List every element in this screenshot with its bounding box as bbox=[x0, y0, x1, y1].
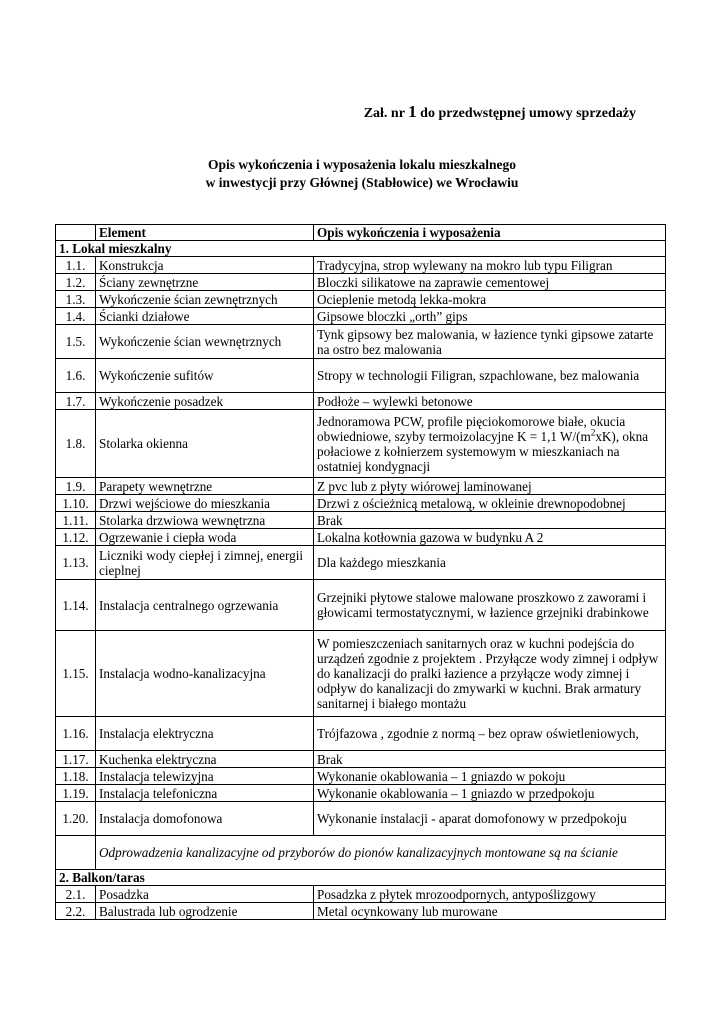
row-element: Instalacja centralnego ogrzewania bbox=[96, 580, 314, 631]
row-element: Instalacja domofonowa bbox=[96, 802, 314, 836]
attachment-label: Zał. nr bbox=[363, 106, 405, 121]
section-title: 1. Lokal mieszkalny bbox=[56, 241, 666, 257]
row-number: 1.15. bbox=[56, 631, 96, 717]
row-description: Tradycyjna, strop wylewany na mokro lub typu Filigran bbox=[314, 257, 666, 274]
table-row bbox=[56, 359, 666, 393]
row-description: Stropy w technologii Filigran, szpachlowane, bez malowania bbox=[314, 359, 666, 393]
table-row bbox=[56, 393, 666, 410]
table-row bbox=[56, 580, 666, 631]
row-description: Wykonanie okablowania – 1 gniazdo w przedpokoju bbox=[314, 785, 666, 802]
table-row bbox=[56, 802, 666, 836]
row-element: Wykończenie posadzek bbox=[96, 393, 314, 410]
row-number: 1.9. bbox=[56, 478, 96, 495]
row-element: Instalacja telewizyjna bbox=[96, 768, 314, 785]
row-description: Bloczki silikatowe na zaprawie cementowej bbox=[314, 274, 666, 291]
note-empty-cell bbox=[56, 836, 96, 870]
row-element: Ogrzewanie i ciepła woda bbox=[96, 529, 314, 546]
row-description: Metal ocynkowany lub murowane bbox=[314, 903, 666, 920]
row-number: 1.5. bbox=[56, 325, 96, 359]
row-number: 1.19. bbox=[56, 785, 96, 802]
row-number: 1.18. bbox=[56, 768, 96, 785]
row-element: Wykończenie sufitów bbox=[96, 359, 314, 393]
table-row bbox=[56, 546, 666, 580]
table-row bbox=[56, 274, 666, 291]
document-title-line-1: Opis wykończenia i wyposażenia lokalu mieszkalnego bbox=[208, 157, 516, 172]
row-element: Ścianki działowe bbox=[96, 308, 314, 325]
table-row bbox=[56, 478, 666, 495]
row-description: Gipsowe bloczki „orth” gips bbox=[314, 308, 666, 325]
attachment-number: 1 bbox=[408, 102, 417, 121]
row-element: Konstrukcja bbox=[96, 257, 314, 274]
table-row bbox=[56, 257, 666, 274]
row-description: Wykonanie okablowania – 1 gniazdo w pokoju bbox=[314, 768, 666, 785]
row-description: Grzejniki płytowe stalowe malowane proszkowo z zaworami i głowicami termostatycznymi, w łazience grzejniki drabinkowe bbox=[314, 580, 666, 631]
row-number: 1.11. bbox=[56, 512, 96, 529]
row-description: Wykonanie instalacji - aparat domofonowy w przedpokoju bbox=[314, 802, 666, 836]
row-element: Kuchenka elektryczna bbox=[96, 751, 314, 768]
row-element: Instalacja telefoniczna bbox=[96, 785, 314, 802]
row-description: Brak bbox=[314, 751, 666, 768]
row-number: 1.1. bbox=[56, 257, 96, 274]
row-number: 1.12. bbox=[56, 529, 96, 546]
row-number: 1.8. bbox=[56, 410, 96, 478]
table-row bbox=[56, 717, 666, 751]
table-row bbox=[56, 631, 666, 717]
table-row bbox=[56, 529, 666, 546]
row-number: 1.2. bbox=[56, 274, 96, 291]
attachment-subtitle: do przedwstępnej umowy sprzedaży bbox=[420, 106, 636, 121]
row-number: 1.20. bbox=[56, 802, 96, 836]
note-row bbox=[56, 836, 666, 870]
table-row bbox=[56, 291, 666, 308]
row-number: 1.10. bbox=[56, 495, 96, 512]
row-element: Ściany zewnętrzne bbox=[96, 274, 314, 291]
row-element: Instalacja elektryczna bbox=[96, 717, 314, 751]
row-element: Wykończenie ścian wewnętrznych bbox=[96, 325, 314, 359]
table-row bbox=[56, 768, 666, 785]
column-header-element: Element bbox=[96, 225, 314, 241]
table-row bbox=[56, 308, 666, 325]
table-row bbox=[56, 785, 666, 802]
table-row bbox=[56, 495, 666, 512]
row-description bbox=[314, 410, 666, 478]
row-element: Parapety wewnętrzne bbox=[96, 478, 314, 495]
section-title: 2. Balkon/taras bbox=[56, 870, 666, 886]
specification-table bbox=[55, 224, 666, 920]
superscript-exponent: 2 bbox=[590, 427, 596, 438]
row-description: Tynk gipsowy bez malowania, w łazience tynki gipsowe zatarte na ostro bez malowania bbox=[314, 325, 666, 359]
row-element: Balustrada lub ogrodzenie bbox=[96, 903, 314, 920]
row-element: Stolarka okienna bbox=[96, 410, 314, 478]
row-description: Brak bbox=[314, 512, 666, 529]
table-header-row bbox=[56, 225, 666, 241]
row-description: Dla każdego mieszkania bbox=[314, 546, 666, 580]
row-description: Trójfazowa , zgodnie z normą – bez opraw oświetleniowych, bbox=[314, 717, 666, 751]
section-row bbox=[56, 870, 666, 886]
table-row bbox=[56, 886, 666, 903]
row-element: Instalacja wodno-kanalizacyjna bbox=[96, 631, 314, 717]
attachment-header bbox=[0, 102, 636, 122]
row-number: 1.16. bbox=[56, 717, 96, 751]
row-element: Drzwi wejściowe do mieszkania bbox=[96, 495, 314, 512]
row-element: Wykończenie ścian zewnętrznych bbox=[96, 291, 314, 308]
row-description: W pomieszczeniach sanitarnych oraz w kuchni podejścia do urządzeń zgodnie z projektem . Przyłącze wody zimnej i odpływ do kanalizacji do pralki łazience a przyłącze wody zimnej i odpływ do kanalizacji do zmywarki w kuchni. Brak armatury sanitarnej i białego montażu bbox=[314, 631, 666, 717]
table-row bbox=[56, 751, 666, 768]
row-number: 2.1. bbox=[56, 886, 96, 903]
row-number: 1.3. bbox=[56, 291, 96, 308]
table-row bbox=[56, 410, 666, 478]
section-row bbox=[56, 241, 666, 257]
row-number: 1.4. bbox=[56, 308, 96, 325]
note-text: Odprowadzenia kanalizacyjne od przyborów do pionów kanalizacyjnych montowane są na ścianie bbox=[96, 836, 666, 870]
row-number: 1.13. bbox=[56, 546, 96, 580]
row-number: 2.2. bbox=[56, 903, 96, 920]
row-element: Liczniki wody ciepłej i zimnej, energii cieplnej bbox=[96, 546, 314, 580]
table-row bbox=[56, 325, 666, 359]
row-number: 1.6. bbox=[56, 359, 96, 393]
column-header-number bbox=[56, 225, 96, 241]
row-description: Posadzka z płytek mrozoodpornych, antypoślizgowy bbox=[314, 886, 666, 903]
row-description-part: xK), okna połaciowe z kołnierzem systemowym w mieszkaniach na ostatniej kondygnacji bbox=[317, 428, 649, 474]
row-description: Drzwi z ościeżnicą metalową, w okleinie drewnopodobnej bbox=[314, 495, 666, 512]
column-header-description: Opis wykończenia i wyposażenia bbox=[314, 225, 666, 241]
row-description: Lokalna kotłownia gazowa w budynku A 2 bbox=[314, 529, 666, 546]
table-row bbox=[56, 903, 666, 920]
row-number: 1.17. bbox=[56, 751, 96, 768]
row-element: Posadzka bbox=[96, 886, 314, 903]
document-title-line-2: w inwestycji przy Głównej (Stabłowice) we Wrocławiu bbox=[205, 175, 519, 190]
row-number: 1.7. bbox=[56, 393, 96, 410]
row-description: Z pvc lub z płyty wiórowej laminowanej bbox=[314, 478, 666, 495]
row-description-part: Jednoramowa PCW, profile pięciokomorowe białe, okucia obwiedniowe, szyby termoizolacyjne K = 1,1 W/(m bbox=[317, 413, 626, 444]
document-title bbox=[0, 156, 724, 192]
row-description: Ocieplenie metodą lekka-mokra bbox=[314, 291, 666, 308]
row-number: 1.14. bbox=[56, 580, 96, 631]
table-row bbox=[56, 512, 666, 529]
row-description: Podłoże – wylewki betonowe bbox=[314, 393, 666, 410]
row-element: Stolarka drzwiowa wewnętrzna bbox=[96, 512, 314, 529]
